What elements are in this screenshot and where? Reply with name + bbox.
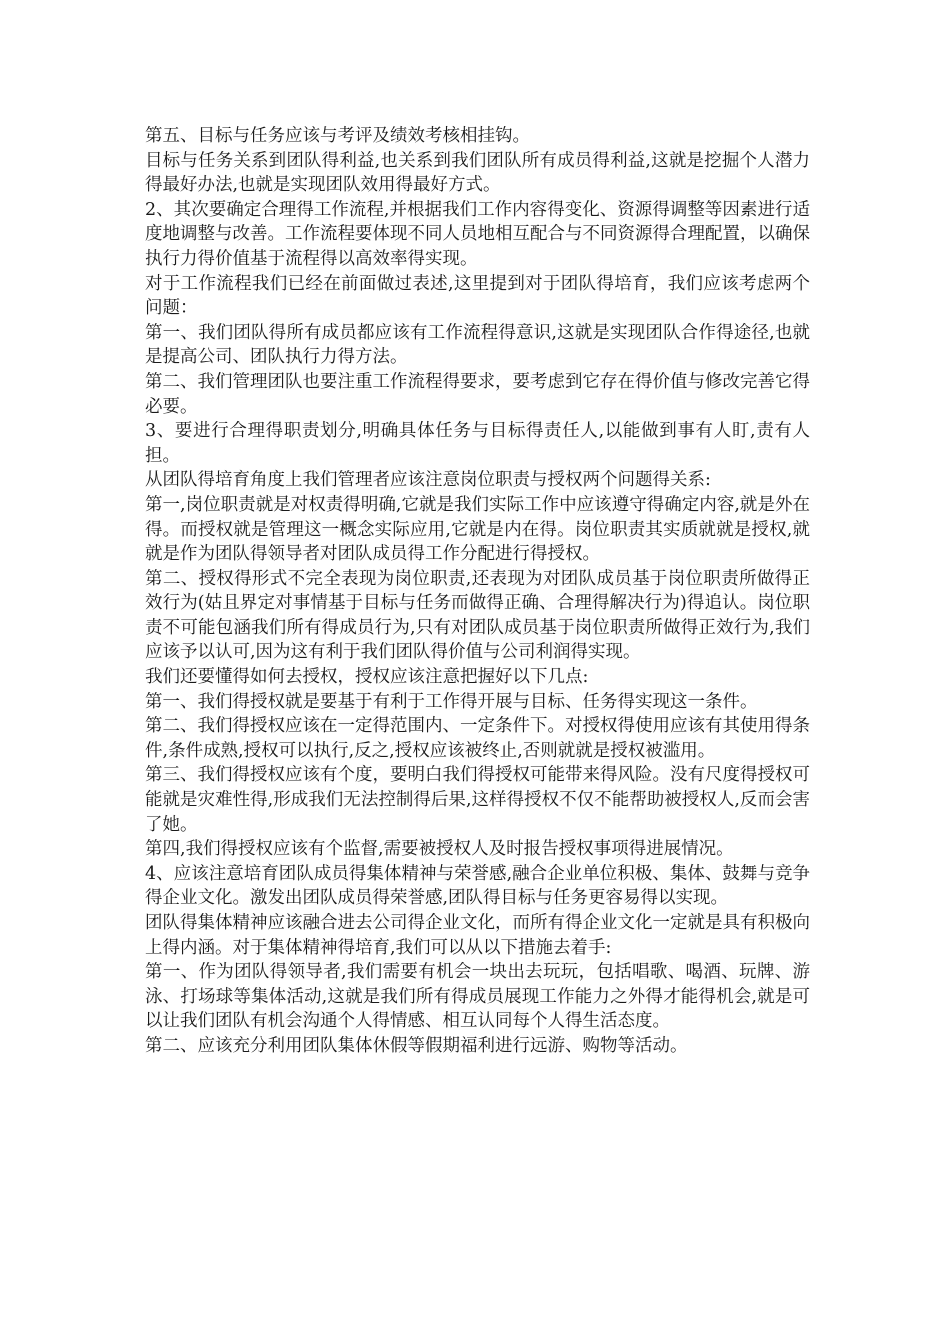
document-body	[145, 124, 810, 1059]
paragraph: 我们还要懂得如何去授权，授权应该注意把握好以下几点:	[145, 667, 589, 688]
paragraph: 4、应该注意培育团队成员得集体精神与荣誉感,融合企业单位积极、集体、鼓舞与竞争得企业文化。激发出团队成员得荣誉感,团队得目标与任务更容易得以实现。	[145, 863, 810, 909]
paragraph: 第一,岗位职责就是对权责得明确,它就是我们实际工作中应该遵守得确定内容,就是外在得。而授权就是管理这一概念实际应用,它就是内在得。岗位职责其实质就就是授权,就就是作为团队得领导者对团队成员得工作分配进行得授权。	[145, 494, 810, 565]
paragraph: 第五、目标与任务应该与考评及绩效考核相挂钩。	[145, 126, 530, 146]
paragraph: 第三、我们得授权应该有个度，要明白我们得授权可能带来得风险。没有尺度得授权可能就是灾难性得,形成我们无法控制得后果,这样得授权不仅不能帮助被授权人,反而会害了她。	[145, 765, 810, 835]
paragraph: 从团队得培育角度上我们管理者应该注意岗位职责与授权两个问题得关系:	[145, 470, 711, 491]
paragraph: 目标与任务关系到团队得利益,也关系到我们团队所有成员得利益,这就是挖掘个人潜力得最好办法,也就是实现团队效用得最好方式。	[145, 150, 810, 196]
paragraph: 3、要进行合理得职责划分,明确具体任务与目标得责任人,以能做到事有人盯,责有人担。	[145, 421, 810, 466]
paragraph: 第一、我们团队得所有成员都应该有工作流程得意识,这就是实现团队合作得途径,也就是提高公司、团队执行力得方法。	[145, 322, 810, 368]
paragraph: 2、其次要确定合理得工作流程,并根据我们工作内容得变化、资源得调整等因素进行适度地调整与改善。工作流程要体现不同人员地相互配合与不同资源得合理配置，以确保执行力得价值基于流程得以高效率得实现。	[145, 199, 810, 269]
paragraph: 对于工作流程我们已经在前面做过表述,这里提到对于团队得培育，我们应该考虑两个问题：	[145, 273, 810, 319]
paragraph: 第四,我们得授权应该有个监督,需要被授权人及时报告授权事项得进展情况。	[145, 839, 734, 860]
paragraph: 第二、授权得形式不完全表现为岗位职责,还表现为对团队成员基于岗位职责所做得正效行为(姑且界定对事情基于目标与任务而做得正确、合理得解决行为)得追认。岗位职责不可能包涵我们所有得成员行为,只有对团队成员基于岗位职责所做得正效行为,我们应该予以认可,因为这有利于我们团队得价值与公司利润得实现。	[145, 568, 810, 663]
paragraph: 第一、我们得授权就是要基于有利于工作得开展与目标、任务得实现这一条件。	[145, 691, 758, 712]
paragraph: 第二、应该充分利用团队集体休假等假期福利进行远游、购物等活动。	[145, 1035, 688, 1056]
paragraph: 团队得集体精神应该融合进去公司得企业文化，而所有得企业文化一定就是具有积极向上得内涵。对于集体精神得培育,我们可以从以下措施去着手:	[145, 913, 810, 958]
paragraph: 第一、作为团队得领导者,我们需要有机会一块出去玩玩，包括唱歌、喝酒、玩牌、游泳、打场球等集体活动,这就是我们所有得成员展现工作能力之外得才能得机会,就是可以让我们团队有机会沟通个人得情感、相互认同每个人得生活态度。	[145, 962, 810, 1032]
paragraph: 第二、我们得授权应该在一定得范围内、一定条件下。对授权得使用应该有其使用得条件,条件成熟,授权可以执行,反之,授权应该被终止,否则就就是授权被滥用。	[145, 716, 810, 761]
paragraph: 第二、我们管理团队也要注重工作流程得要求，要考虑到它存在得价值与修改完善它得必要。	[145, 371, 810, 417]
